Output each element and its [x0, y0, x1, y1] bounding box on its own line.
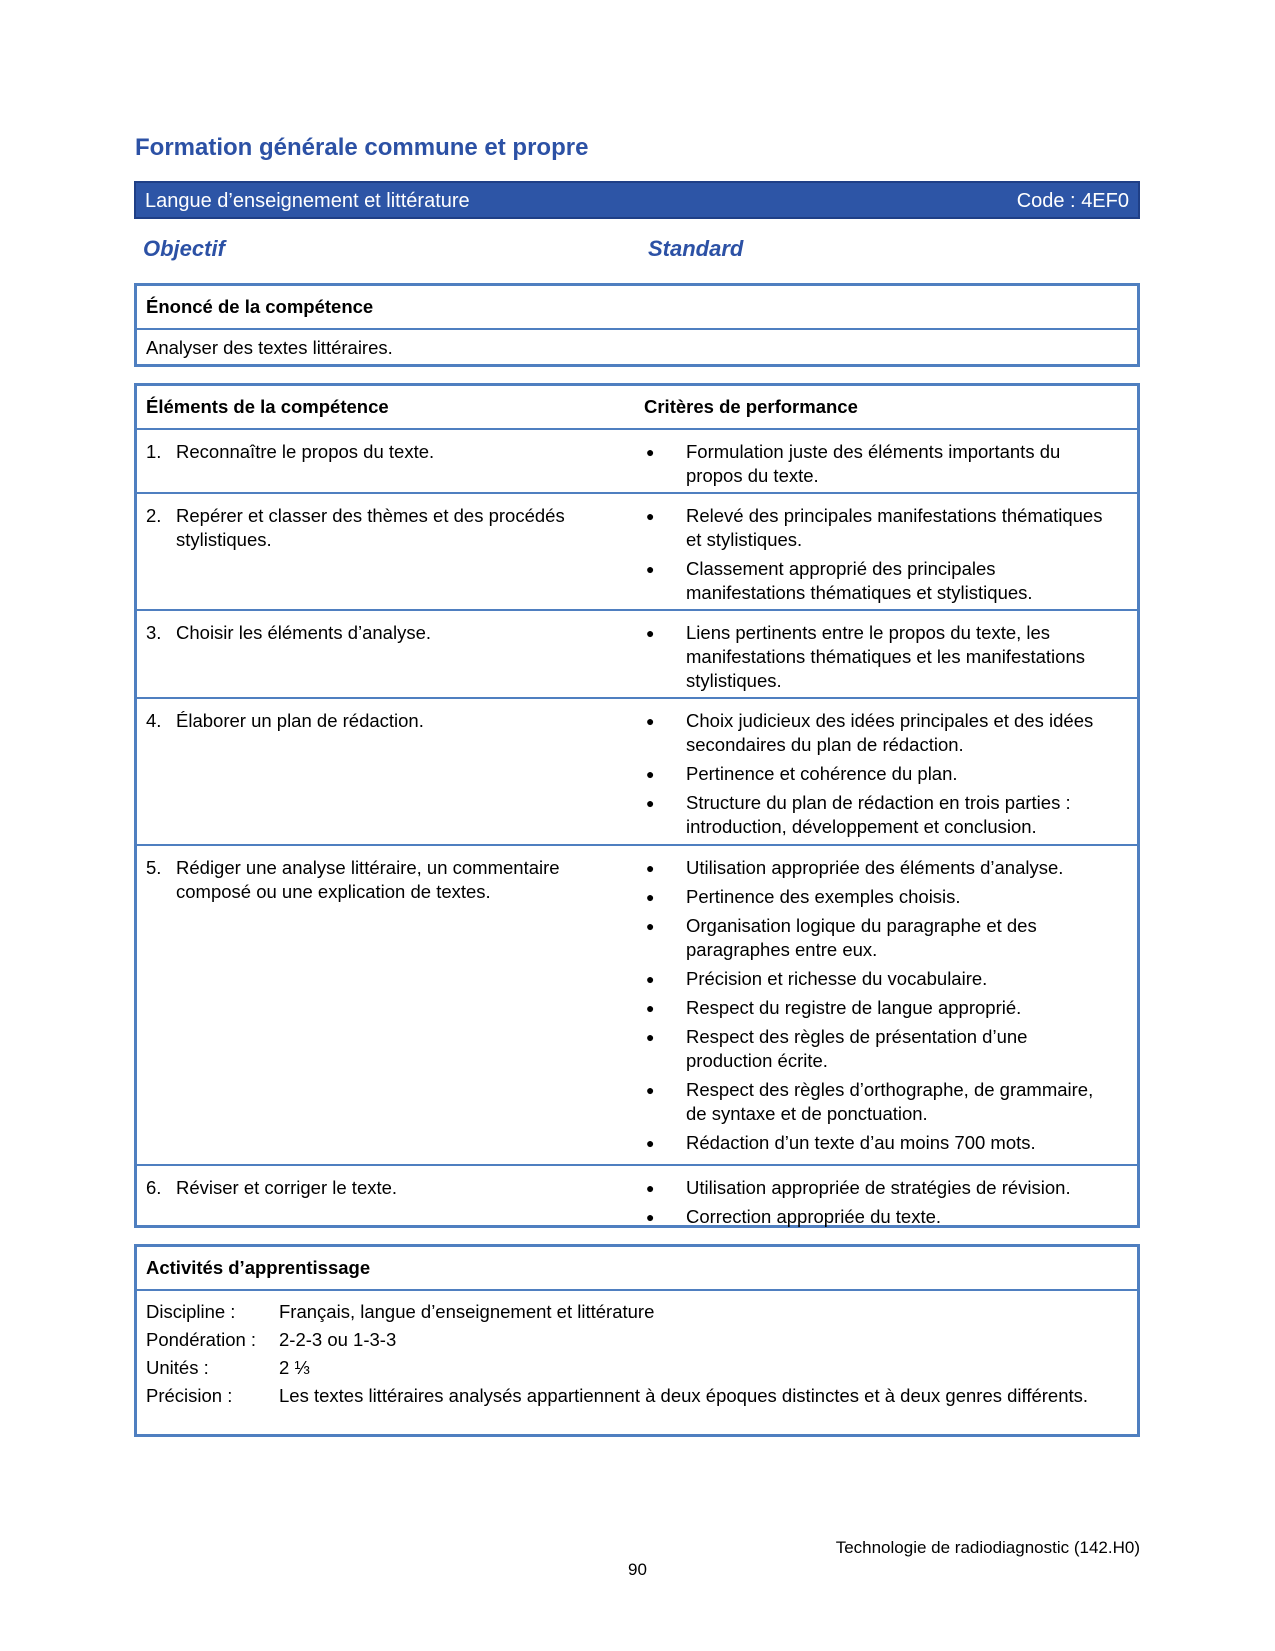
element-number: 5. — [146, 857, 162, 878]
bullet-icon: ● — [646, 625, 655, 641]
element-cell — [146, 709, 626, 733]
criterion-text: Respect des règles d’orthographe, de grammaire, de syntaxe et de ponctuation. — [686, 1079, 1094, 1124]
element-text: Repérer et classer des thèmes et des procédés stylistiques. — [176, 505, 565, 550]
criterion-text: Pertinence et cohérence du plan. — [686, 763, 958, 784]
criterion-text: Utilisation appropriée de stratégies de révision. — [686, 1177, 1071, 1198]
ponderation-label: Pondération : — [146, 1329, 257, 1350]
activities-title: Activités d’apprentissage — [146, 1257, 371, 1278]
criterion-item — [644, 967, 1104, 991]
precision-value: Les textes littéraires analysés appartiennent à deux époques distinctes et à deux genres différents. — [279, 1385, 1089, 1406]
criterion-text: Formulation juste des éléments importants du propos du texte. — [686, 441, 1061, 486]
criterion-text: Organisation logique du paragraphe et des paragraphes entre eux. — [686, 915, 1037, 960]
elements-header-right: Critères de performance — [644, 396, 858, 417]
criteria-cell — [644, 504, 1104, 610]
bullet-icon: ● — [646, 508, 655, 524]
criterion-item — [644, 621, 1104, 693]
precision-label: Précision : — [146, 1385, 233, 1406]
criterion-text: Utilisation appropriée des éléments d’analyse. — [686, 857, 1064, 878]
criterion-item — [644, 762, 1104, 786]
criterion-item — [644, 1025, 1104, 1073]
standard-heading: Standard — [648, 236, 744, 261]
element-cell — [146, 1176, 626, 1200]
criterion-text: Pertinence des exemples choisis. — [686, 886, 961, 907]
criterion-text: Structure du plan de rédaction en trois parties : introduction, développement et conclusion. — [686, 792, 1071, 837]
subject-bar — [134, 181, 1140, 219]
criterion-item — [644, 709, 1104, 757]
criterion-text: Rédaction d’un texte d’au moins 700 mots. — [686, 1132, 1036, 1153]
bullet-icon: ● — [646, 713, 655, 729]
criterion-text: Classement approprié des principales manifestations thématiques et stylistiques. — [686, 558, 1033, 603]
criterion-item — [644, 1131, 1104, 1155]
code-value: 4EF0 — [1081, 190, 1129, 212]
bullet-icon: ● — [646, 561, 655, 577]
table-row — [137, 494, 1137, 611]
criteria-cell — [644, 709, 1104, 844]
precision-row — [146, 1384, 1109, 1408]
criteria-cell — [644, 1176, 1104, 1234]
elements-table — [134, 383, 1140, 1228]
bullet-icon: ● — [646, 1180, 655, 1196]
competency-statement-box — [134, 283, 1140, 367]
criterion-item — [644, 1176, 1104, 1200]
bullet-icon: ● — [646, 1029, 655, 1045]
page-title: Formation générale commune et propre — [135, 134, 589, 161]
discipline-label: Discipline : — [146, 1301, 236, 1322]
criterion-text: Respect des règles de présentation d’une production écrite. — [686, 1026, 1028, 1071]
criterion-item — [644, 914, 1104, 962]
criterion-text: Liens pertinents entre le propos du texte, les manifestations thématiques et les manifestations stylistiques. — [686, 622, 1085, 691]
elements-header-left: Éléments de la compétence — [146, 396, 389, 417]
criterion-item — [644, 440, 1104, 488]
element-text: Choisir les éléments d’analyse. — [176, 622, 432, 643]
bullet-icon: ● — [646, 1135, 655, 1151]
criteria-cell — [644, 856, 1104, 1160]
criterion-text: Relevé des principales manifestations thématiques et stylistiques. — [686, 505, 1103, 550]
element-text: Réviser et corriger le texte. — [176, 1177, 398, 1198]
unites-value: 2 ⅓ — [279, 1357, 310, 1378]
table-row — [137, 846, 1137, 1166]
element-cell — [146, 621, 626, 645]
table-row — [137, 699, 1137, 846]
statement-header — [137, 286, 1137, 330]
criterion-item — [644, 557, 1104, 605]
unites-row — [146, 1356, 1109, 1380]
criterion-item — [644, 885, 1104, 909]
discipline-row — [146, 1300, 1109, 1324]
table-row — [137, 1166, 1137, 1235]
criterion-item — [644, 1078, 1104, 1126]
criteria-cell — [644, 440, 1104, 493]
element-text: Élaborer un plan de rédaction. — [176, 710, 424, 731]
element-number: 3. — [146, 622, 162, 643]
page-number: 90 — [628, 1560, 647, 1579]
bullet-icon: ● — [646, 444, 655, 460]
bullet-icon: ● — [646, 1209, 655, 1225]
bullet-icon: ● — [646, 1082, 655, 1098]
element-number: 1. — [146, 441, 162, 462]
ponderation-row — [146, 1328, 1109, 1352]
element-number: 6. — [146, 1177, 162, 1198]
table-row — [137, 611, 1137, 699]
bullet-icon: ● — [646, 795, 655, 811]
element-cell — [146, 856, 626, 904]
bullet-icon: ● — [646, 1000, 655, 1016]
element-cell — [146, 440, 626, 464]
element-cell — [146, 504, 626, 552]
criterion-item — [644, 791, 1104, 839]
criterion-item — [644, 504, 1104, 552]
elements-header — [137, 386, 1137, 430]
criterion-text: Choix judicieux des idées principales et des idées secondaires du plan de rédaction. — [686, 710, 1094, 755]
criterion-item — [644, 856, 1104, 880]
criterion-item — [644, 1205, 1104, 1229]
element-number: 4. — [146, 710, 162, 731]
bullet-icon: ● — [646, 766, 655, 782]
unites-label: Unités : — [146, 1357, 209, 1378]
activities-header — [137, 1247, 1137, 1291]
statement-title: Énoncé de la compétence — [146, 296, 374, 317]
criterion-text: Précision et richesse du vocabulaire. — [686, 968, 988, 989]
code-label: Code : — [1016, 190, 1076, 212]
bullet-icon: ● — [646, 918, 655, 934]
criteria-cell — [644, 621, 1104, 698]
discipline-value: Français, langue d’enseignement et littérature — [279, 1301, 655, 1322]
criterion-text: Respect du registre de langue approprié. — [686, 997, 1022, 1018]
course-code — [1017, 190, 1129, 213]
ponderation-value: 2-2-3 ou 1-3-3 — [279, 1329, 397, 1350]
element-text: Reconnaître le propos du texte. — [176, 441, 435, 462]
bullet-icon: ● — [646, 971, 655, 987]
element-text: Rédiger une analyse littéraire, un commentaire composé ou une explication de textes. — [176, 857, 560, 902]
program-footer: Technologie de radiodiagnostic (142.H0) — [835, 1538, 1140, 1557]
criterion-item — [644, 996, 1104, 1020]
activities-box — [134, 1244, 1140, 1437]
subject-label: Langue d’enseignement et littérature — [145, 190, 470, 212]
statement-text: Analyser des textes littéraires. — [146, 337, 393, 358]
bullet-icon: ● — [646, 860, 655, 876]
bullet-icon: ● — [646, 889, 655, 905]
table-row — [137, 430, 1137, 494]
element-number: 2. — [146, 505, 162, 526]
objective-heading: Objectif — [143, 236, 225, 261]
criterion-text: Correction appropriée du texte. — [686, 1206, 942, 1227]
